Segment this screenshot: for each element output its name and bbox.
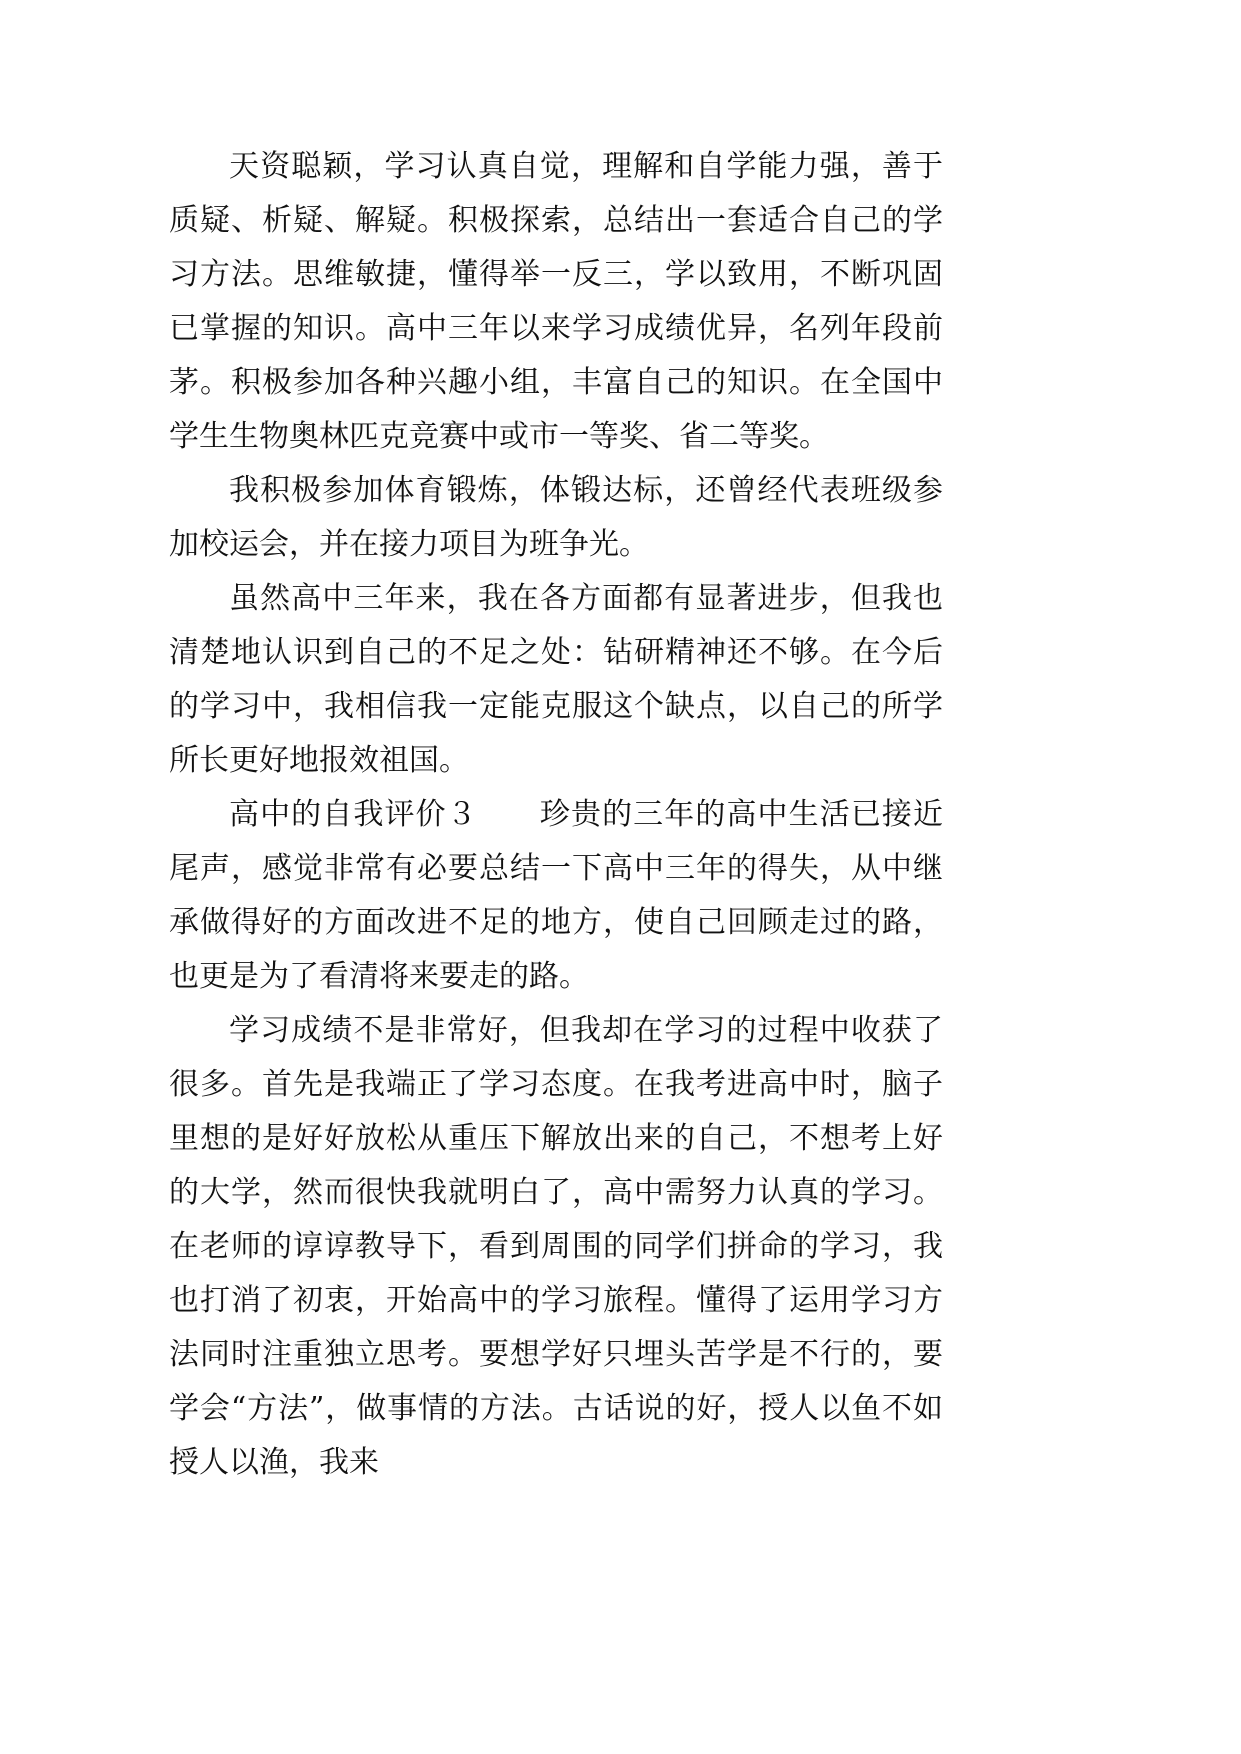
paragraph-2: 我积极参加体育锻炼，体锻达标，还曾经代表班级参加校运会，并在接力项目为班争光。 bbox=[169, 473, 943, 562]
paragraph-3: 虽然高中三年来，我在各方面都有显著进步，但我也清楚地认识到自己的不足之处：钻研精神还不够。在今后的学习中，我相信我一定能克服这个缺点，以自己的所学所长更好地报效祖国。 bbox=[169, 581, 943, 778]
paragraph-1: 天资聪颖，学习认真自觉，理解和自学能力强，善于质疑、析疑、解疑。积极探索，总结出一套适合自己的学习方法。思维敏捷，懂得举一反三，学以致用，不断巩固已掌握的知识。高中三年以来学习成绩优异，名列年段前茅。积极参加各种兴趣小组，丰富自己的知识。在全国中学生生物奥林匹克竞赛中或市一等奖、省二等奖。 bbox=[169, 149, 943, 454]
document-body bbox=[169, 140, 943, 1490]
paragraph-4: 高中的自我评价３ 珍贵的三年的高中生活已接近尾声，感觉非常有必要总结一下高中三年的得失，从中继承做得好的方面改进不足的地方，使自己回顾走过的路，也更是为了看清将来要走的路。 bbox=[169, 797, 943, 994]
paragraph-5: 学习成绩不是非常好，但我却在学习的过程中收获了很多。首先是我端正了学习态度。在我考进高中时，脑子里想的是好好放松从重压下解放出来的自己，不想考上好的大学，然而很快我就明白了，高中需努力认真的学习。在老师的谆谆教导下，看到周围的同学们拼命的学习，我也打消了初衷，开始高中的学习旅程。懂得了运用学习方法同时注重独立思考。要想学好只埋头苦学是不行的，要学会“方法”，做事情的方法。古话说的好，授人以鱼不如授人以渔，我来 bbox=[169, 1013, 943, 1480]
